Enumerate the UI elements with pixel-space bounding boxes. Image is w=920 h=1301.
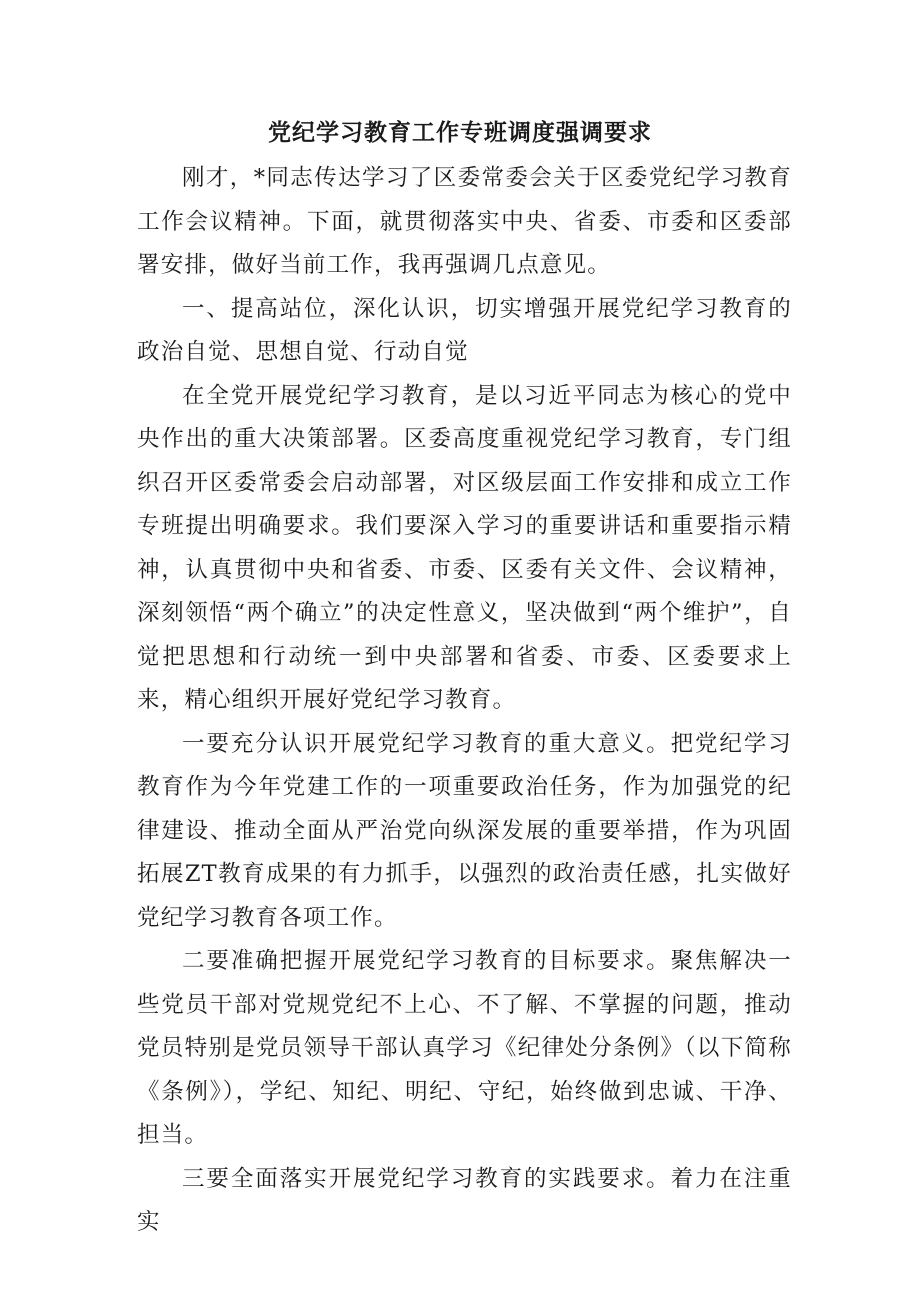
paragraph-section-1: 在全党开展党纪学习教育，是以习近平同志为核心的党中央作出的重大决策部署。区委高度重视党纪学习教育，专门组织召开区委常委会启动部署，对区级层面工作安排和成立工作专班提出明确要求。我们要深入学习的重要讲话和重要指示精神，认真贯彻中央和省委、市委、区委有关文件、会议精神，深刻领悟“两个确立”的决定性意义，坚决做到“两个维护”，自觉把思想和行动统一到中央部署和省委、市委、区委要求上来，精心组织开展好党纪学习教育。 [137,382,792,713]
section-heading-1: 一、提高站位，深化认识，切实增强开展党纪学习教育的政治自觉、思想自觉、行动自觉 [137,295,792,365]
paragraph-point-3: 三要全面落实开展党纪学习教育的实践要求。着力在注重实 [137,1165,792,1235]
document-title: 党纪学习教育工作专班调度强调要求 [268,119,652,146]
paragraph-point-2: 二要准确把握开展党纪学习教育的目标要求。聚焦解决一些党员干部对党规党纪不上心、不了解、不掌握的问题，推动党员特别是党员领导干部认真学习《纪律处分条例》（以下简称《条例》），学纪、知纪、明纪、守纪，始终做到忠诚、干净、担当。 [137,948,792,1148]
paragraph-intro: 刚才，*同志传达学习了区委常委会关于区委党纪学习教育工作会议精神。下面，就贯彻落实中央、省委、市委和区委部署安排，做好当前工作，我再强调几点意见。 [137,165,792,278]
paragraph-point-1: 一要充分认识开展党纪学习教育的重大意义。把党纪学习教育作为今年党建工作的一项重要政治任务，作为加强党的纪律建设、推动全面从严治党向纵深发展的重要举措，作为巩固拓展ZT教育成果的有力抓手，以强烈的政治责任感，扎实做好党纪学习教育各项工作。 [137,730,792,931]
document-body [137,157,792,1245]
